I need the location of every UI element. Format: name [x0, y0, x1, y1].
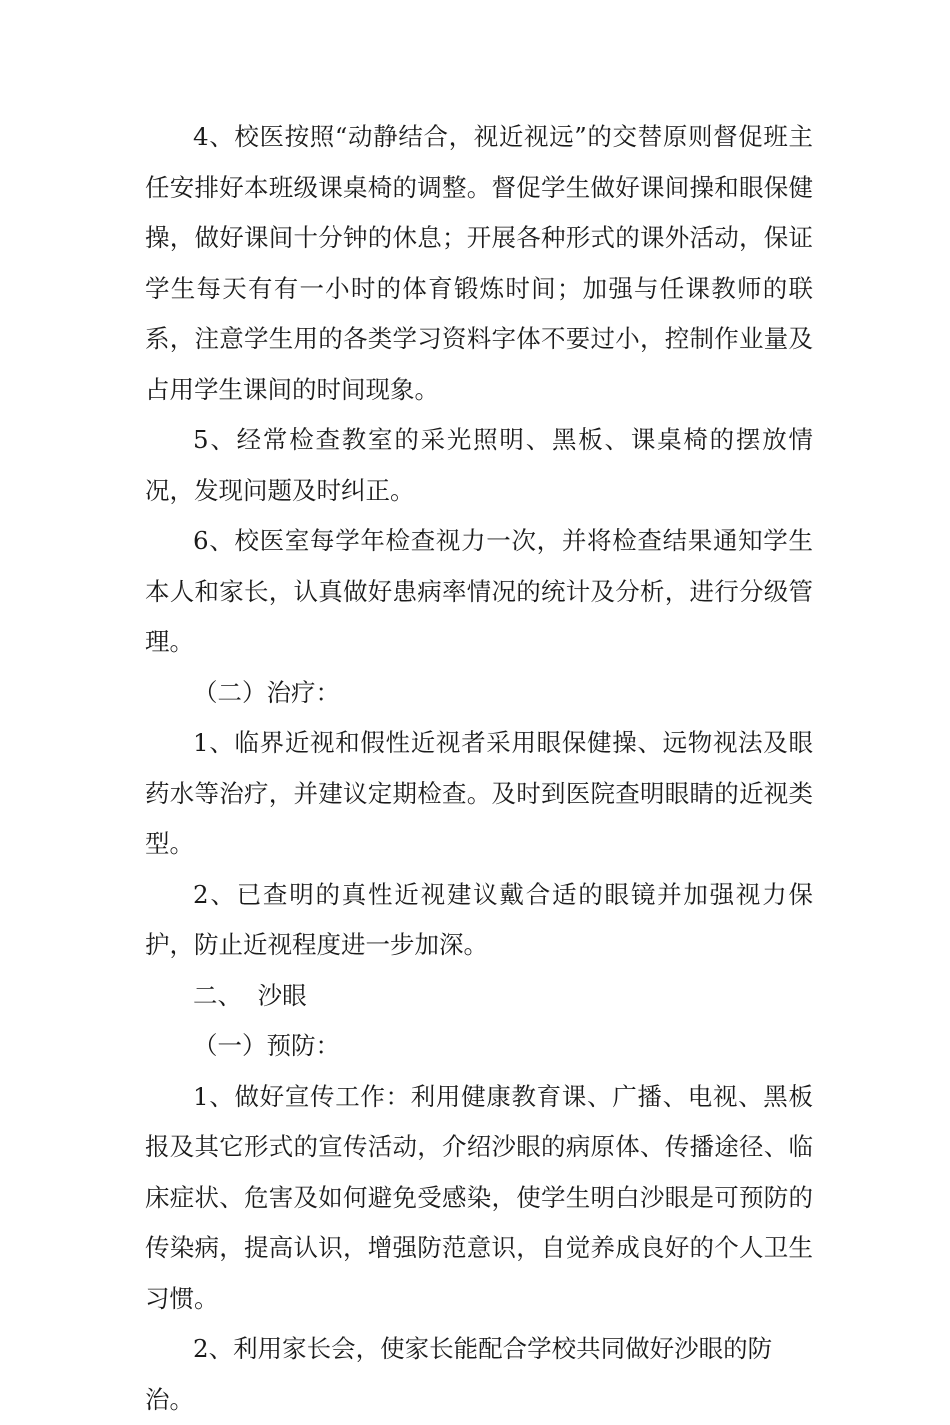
paragraph-prevention-2: 2、利用家长会，使家长能配合学校共同做好沙眼的防治。	[145, 1334, 773, 1414]
paragraph-item-5: 5、经常检查教室的采光照明、黑板、课桌椅的摆放情况，发现问题及时纠正。	[145, 425, 813, 505]
section-heading-trachoma: 二、 沙眼	[193, 980, 307, 1010]
paragraph-treatment-2: 2、已查明的真性近视建议戴合适的眼镜并加强视力保护，防止近视程度进一步加深。	[145, 879, 813, 959]
subheading-prevention: （一）预防：	[193, 1031, 340, 1060]
paragraph-treatment-1: 1、临界近视和假性近视者采用眼保健操、远物视法及眼药水等治疗，并建议定期检查。及时到医院查明眼睛的近视类型。	[145, 728, 813, 858]
paragraph-prevention-1: 1、做好宣传工作：利用健康教育课、广播、电视、黑板报及其它形式的宣传活动，介绍沙眼的病原体、传播途径、临床症状、危害及如何避免受感染，使学生明白沙眼是可预防的传染病，提高认识，增强防范意识，自觉养成良好的个人卫生习惯。	[145, 1081, 813, 1313]
paragraph-item-6: 6、校医室每学年检查视力一次，并将检查结果通知学生本人和家长，认真做好患病率情况的统计及分析，进行分级管理。	[145, 526, 813, 656]
subheading-treatment: （二）治疗：	[193, 677, 340, 707]
document-body	[145, 112, 813, 1425]
paragraph-item-4: 4、校医按照“动静结合，视近视远”的交替原则督促班主任安排好本班级课桌椅的调整。督促学生做好课间操和眼保健操，做好课间十分钟的休息；开展各种形式的课外活动，保证学生每天有有一小时的体育锻炼时间；加强与任课教师的联系，注意学生用的各类学习资料字体不要过小，控制作业量及占用学生课间的时间现象。	[145, 122, 813, 404]
